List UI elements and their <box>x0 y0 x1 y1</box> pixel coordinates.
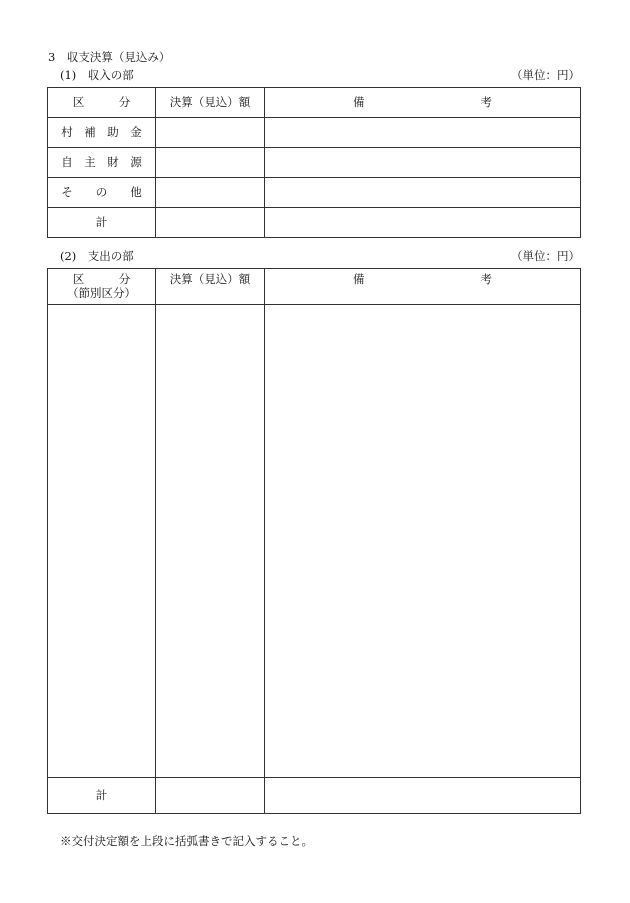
income-amount-cell[interactable] <box>156 178 265 208</box>
income-amount-cell[interactable] <box>156 208 265 238</box>
expense-header-biko-2: 考 <box>480 272 492 286</box>
expense-total-label: 計 <box>48 778 156 814</box>
income-header-biko <box>265 88 581 118</box>
expense-header-kubun-sub: （節別区分） <box>67 285 136 300</box>
footnote: ※交付決定額を上段に括弧書きで記入すること。 <box>60 834 313 848</box>
income-amount-cell[interactable] <box>156 118 265 148</box>
expense-header-row <box>48 269 581 305</box>
income-header-kubun: 区 分 <box>48 88 156 118</box>
income-row-subsidy <box>48 118 581 148</box>
expense-header-biko-1: 備 <box>353 272 365 286</box>
income-header-row <box>48 88 581 118</box>
expense-amount-body-cell[interactable] <box>156 305 265 778</box>
expense-heading: (2) 支出の部 <box>60 249 134 263</box>
income-remarks-cell[interactable] <box>265 178 581 208</box>
expense-header-kubun <box>48 269 156 305</box>
expense-total-amount-cell[interactable] <box>156 778 265 814</box>
expense-header-kubun-main: 区 分 <box>72 272 131 287</box>
income-amount-cell[interactable] <box>156 148 265 178</box>
income-row-label: 自 主 財 源 <box>48 148 156 178</box>
income-row-total <box>48 208 581 238</box>
income-row-label: そ の 他 <box>48 178 156 208</box>
income-header-biko-2: 考 <box>480 94 492 109</box>
expense-header-amount: 決算（見込）額 <box>156 269 265 305</box>
expense-header-biko <box>265 269 581 305</box>
income-heading: (1) 収入の部 <box>60 68 134 82</box>
expense-kubun-body-cell[interactable] <box>48 305 156 778</box>
income-row-label: 計 <box>48 208 156 238</box>
income-unit-label: （単位：円） <box>511 68 580 82</box>
expense-unit-label: （単位：円） <box>511 249 580 263</box>
income-remarks-cell[interactable] <box>265 208 581 238</box>
expense-body-row <box>48 305 581 778</box>
income-table <box>47 87 581 238</box>
income-header-amount: 決算（見込）額 <box>156 88 265 118</box>
expense-table <box>47 268 581 814</box>
expense-total-remarks-cell[interactable] <box>265 778 581 814</box>
income-row-label: 村 補 助 金 <box>48 118 156 148</box>
income-row-own-funds <box>48 148 581 178</box>
section-title: 3 収支決算（見込み） <box>48 50 171 64</box>
expense-remarks-body-cell[interactable] <box>265 305 581 778</box>
expense-total-row <box>48 778 581 814</box>
income-row-other <box>48 178 581 208</box>
income-remarks-cell[interactable] <box>265 148 581 178</box>
income-remarks-cell[interactable] <box>265 118 581 148</box>
income-header-biko-1: 備 <box>353 94 365 109</box>
